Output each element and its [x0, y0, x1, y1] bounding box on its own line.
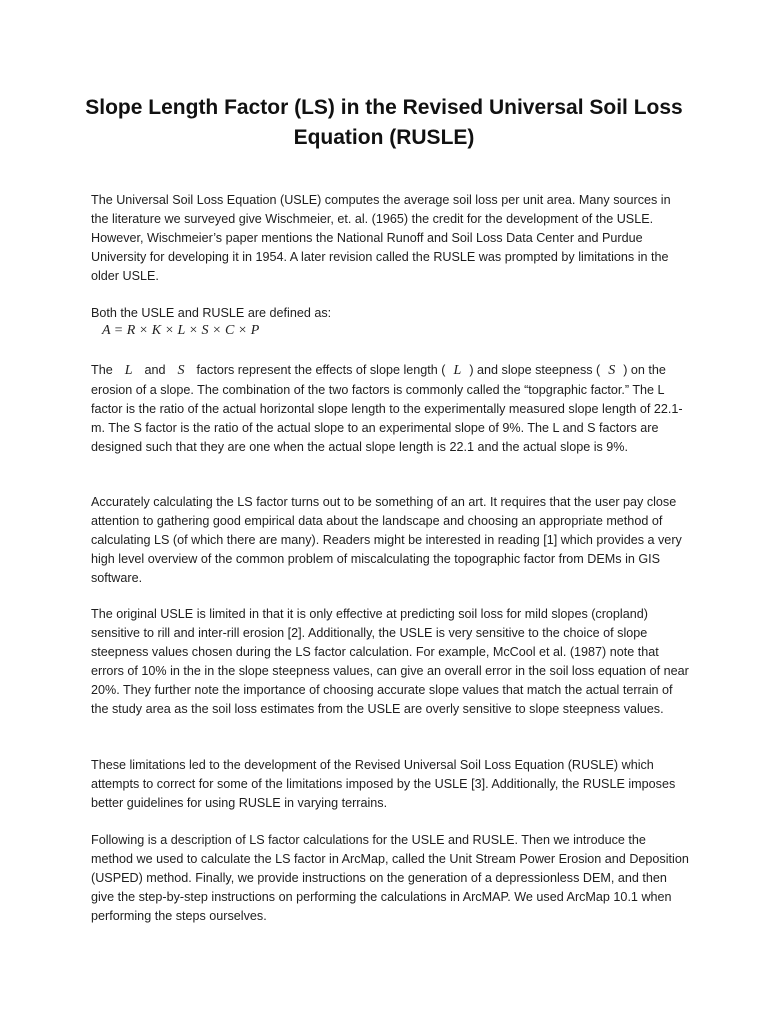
ls-text-1: The	[91, 363, 113, 377]
ls-text-2: and	[144, 363, 166, 377]
intro-paragraph: The Universal Soil Loss Equation (USLE) computes the average soil loss per unit area. Many sources in the literature we surveyed give Wischmeier, et. al. (1965) the credit for the development of the USLE. However, Wischmeier’s paper mentions the National Runoff and Soil Loss Data Center and Purdue University for developing it in 1954. A later revision called the RUSLE was prompted by limitations in the older USLE.	[91, 193, 671, 283]
usle-limits-paragraph: The original USLE is limited in that it is only effective at predicting soil loss for mild slopes (cropland) sensitive to rill and inter-rill erosion [2]. Additionally, the USLE is very sensitive to the choice of slope steepness values chosen during the LS factor calculation. For example, McCool et al. (1987) note that errors of 10% in the in the slope steepness values, can give an overall error in the soil loss equation of near 20%. They further note the importance of choosing accurate slope values that match the actual terrain of the study area as the soil loss estimates from the USLE are overly sensitive to slope steepness values.	[91, 607, 689, 716]
rusle-paragraph: These limitations led to the development of the Revised Universal Soil Loss Equation (RUSLE) which attempts to correct for some of the limitations imposed by the USLE [3]. Additionally, the RUSLE imposes better guidelines for using RUSLE in varying terrains.	[91, 758, 676, 810]
page-title: Slope Length Factor (LS) in the Revised Universal Soil Loss Equation (RUSLE)	[85, 96, 683, 149]
var-l-inline: L	[453, 363, 462, 378]
equation-intro: Both the USLE and RUSLE are defined as:	[91, 306, 332, 320]
ls-factor-paragraph	[91, 361, 691, 457]
rusle-equation: A = R × K × L × S × C × P	[102, 323, 260, 338]
accuracy-paragraph: Accurately calculating the LS factor turns out to be something of an art. It requires that the user pay close attention to gathering good empirical data about the landscape and choosing an appropriate method of calculating LS (of which there are many). Readers might be interested in reading [1] which provides a very high level overview of the common problem of miscalculating the topographic factor from DEMs in GIS software.	[91, 495, 682, 585]
ls-text-5: ) on the erosion of a slope. The combination of the two factors is commonly called the “topgraphic factor.” The L factor is the ratio of the actual horizontal slope length to the experimentally measured slope length of 22.1-m. The S factor is the ratio of the actual slope to an experimental slope of 9%. The L and S factors are designed such that they are one when the actual slope length is 22.1 and the actual slope is 9%.	[91, 363, 683, 454]
var-l: L	[124, 363, 133, 378]
var-s-inline: S	[608, 363, 616, 378]
method-paragraph: Following is a description of LS factor calculations for the USLE and RUSLE. Then we introduce the method we used to calculate the LS factor in ArcMap, called the Unit Stream Power Erosion and Deposition (USPED) method. Finally, we provide instructions on the generation of a depressionless DEM, and then give the step-by-step instructions on performing the calculations in ArcMAP. We used ArcMap 10.1 when performing the steps ourselves.	[91, 833, 689, 923]
var-s: S	[177, 363, 185, 378]
ls-text-3: factors represent the effects of slope length (	[196, 363, 446, 377]
ls-text-4: ) and slope steepness (	[469, 363, 601, 377]
